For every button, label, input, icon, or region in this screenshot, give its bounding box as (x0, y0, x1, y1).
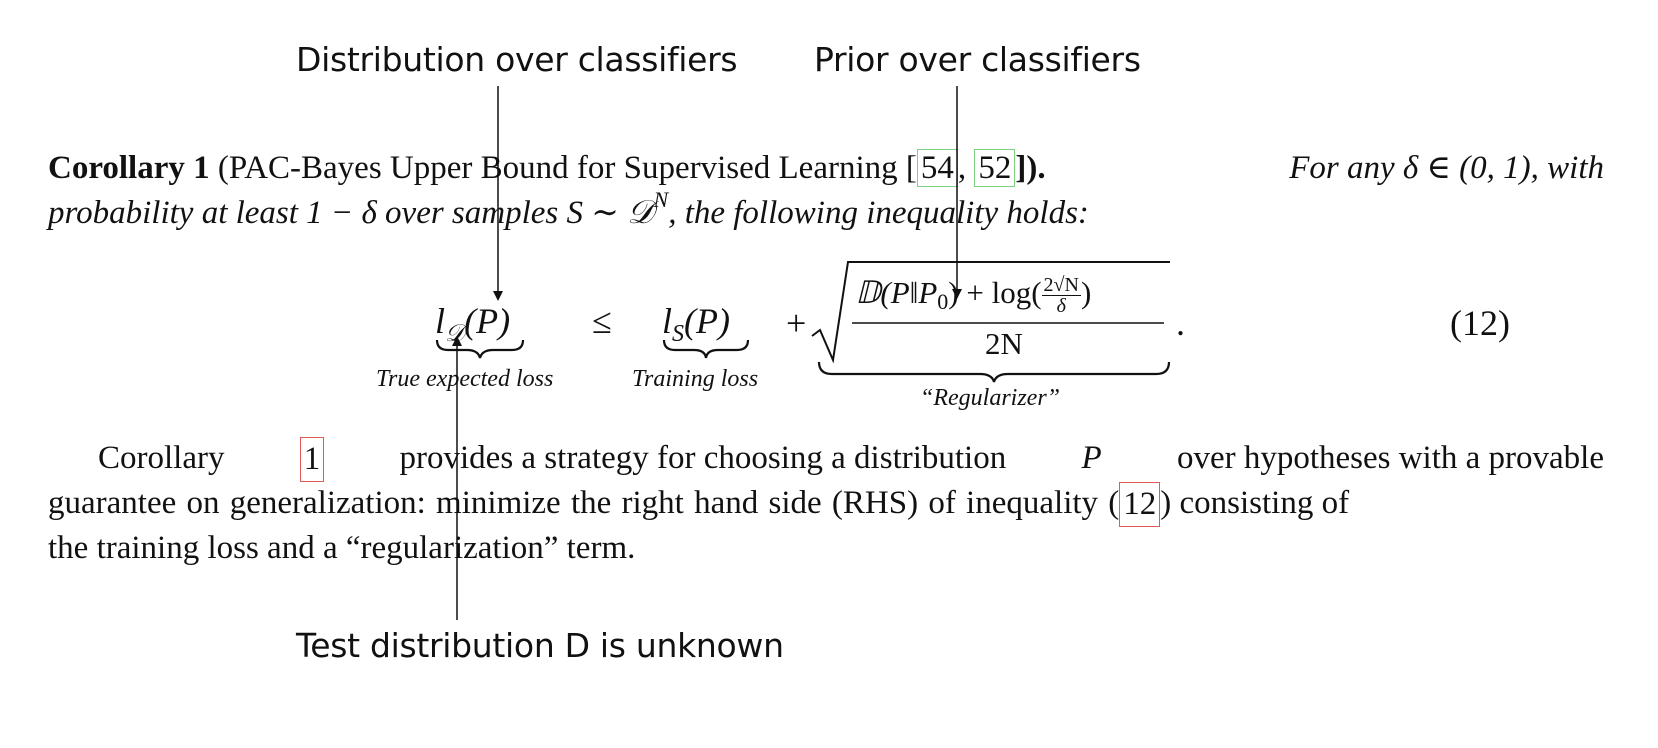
body-text-corollary: Corollary (98, 440, 225, 476)
lhs-l: l (435, 301, 446, 341)
label-training-loss: Training loss (632, 366, 759, 392)
ref-equation-12[interactable]: 12 (1119, 482, 1160, 527)
corollary-label: Corollary 1 (48, 150, 210, 186)
citation-54[interactable]: 54 (917, 149, 958, 187)
label-true-expected-loss: True expected loss (376, 366, 554, 392)
body-text-3: the training loss and a “regularization” term. (48, 530, 636, 566)
corollary-statement-2-sup: N (653, 187, 669, 212)
numerator-close: ) (1080, 275, 1092, 310)
lhs-arg: (P) (464, 301, 511, 341)
corollary-title-end: ]). (1015, 150, 1046, 186)
ref-corollary-1[interactable]: 1 (300, 437, 325, 482)
underbrace-regularizer (819, 362, 1169, 382)
train-arg: (P) (684, 301, 730, 341)
small-fraction-den: δ (1056, 295, 1066, 318)
train-l: l (662, 301, 673, 341)
equation-period: . (1176, 303, 1185, 343)
citation-52[interactable]: 52 (974, 149, 1015, 187)
citation-separator: , (957, 150, 975, 186)
body-text-P: P (1081, 440, 1102, 476)
annotation-prior: Prior over classifiers (814, 40, 1141, 79)
plus-symbol: + (786, 303, 807, 343)
sqrt-sign (812, 262, 1170, 360)
corollary-statement-1: For any δ ∈ (0, 1), with (1289, 150, 1604, 186)
corollary-title: (PAC-Bayes Upper Bound for Supervised Learning [ (217, 150, 917, 186)
corollary-statement-2a: probability at least 1 − δ over samples S ∼ 𝒟 (48, 195, 654, 231)
body-text-2b: ) consisting of (1160, 485, 1350, 521)
numerator-kl: 𝔻(P‖P (855, 275, 938, 310)
body-text-1c: over hypotheses with a provable (1176, 440, 1604, 476)
equation-number: (12) (1450, 303, 1510, 343)
body-text-2a: guarantee on generalization: minimize the right hand side (RHS) of inequality ( (48, 485, 1120, 521)
label-regularizer: “Regularizer” (920, 385, 1061, 411)
annotation-distribution: Distribution over classifiers (296, 40, 738, 79)
small-fraction-num: 2√N (1043, 274, 1079, 297)
leq-symbol: ≤ (592, 301, 612, 341)
underbrace-training-loss (664, 340, 748, 358)
corollary-statement-2b: , the following inequality holds: (668, 195, 1089, 231)
body-text-1b: provides a strategy for choosing a distribution (399, 440, 1007, 476)
numerator-log: ) + log( (948, 275, 1042, 310)
annotation-test-distribution: Test distribution D is unknown (296, 626, 784, 665)
lhs-sub: 𝒟 (445, 321, 465, 347)
numerator-sub: 0 (937, 289, 949, 314)
denominator-text: 2N (985, 326, 1023, 361)
underbrace-true-loss (437, 340, 523, 358)
train-sub: S (672, 321, 685, 347)
